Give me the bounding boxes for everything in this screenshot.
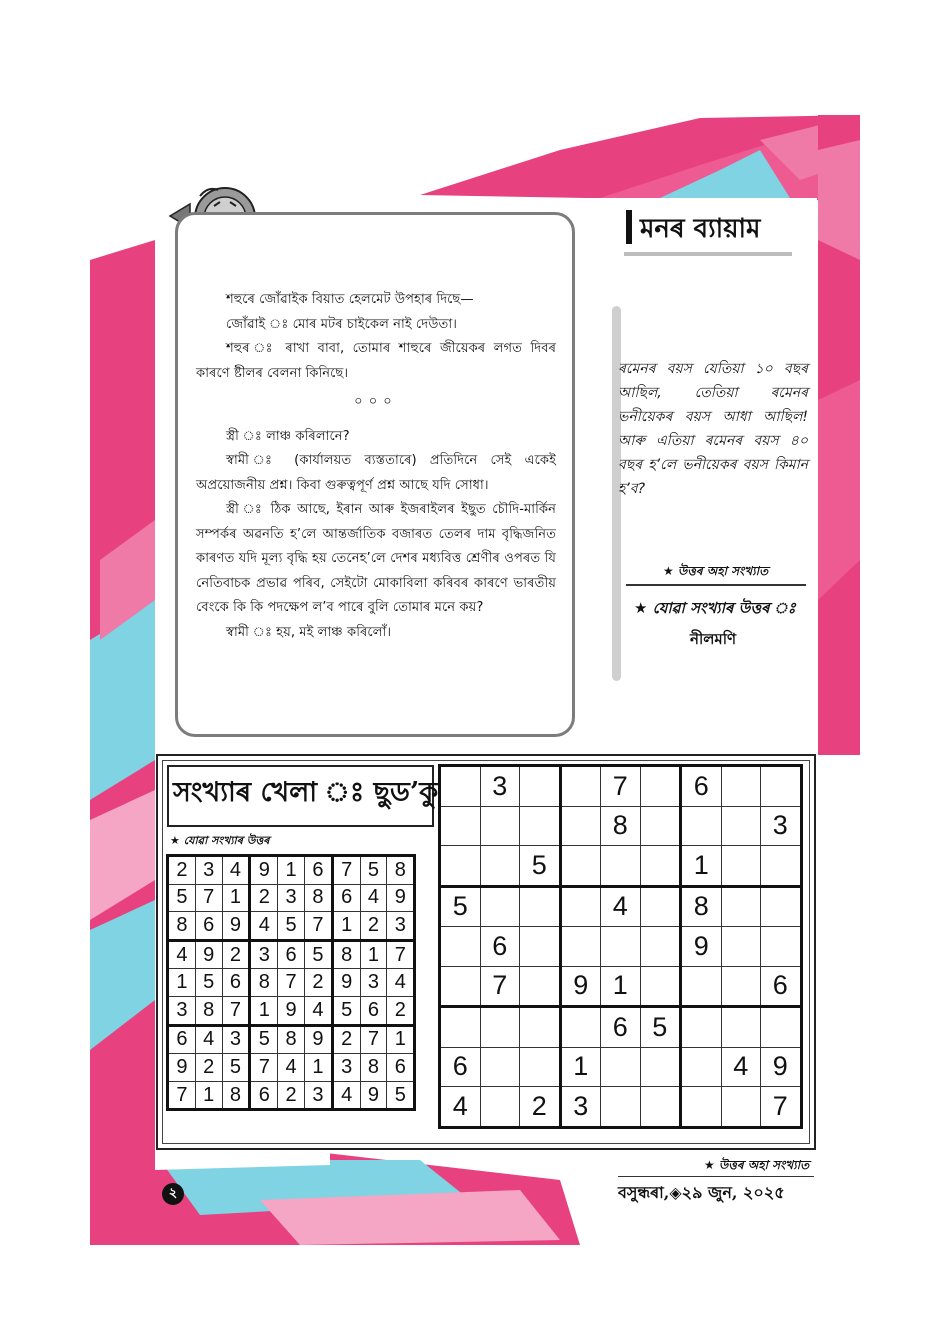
puzzle-cell bbox=[640, 846, 681, 887]
puzzle-cell bbox=[560, 846, 601, 887]
puzzle-cell bbox=[440, 1007, 481, 1048]
puzzle-cell bbox=[520, 927, 561, 967]
puzzle-cell bbox=[721, 1007, 761, 1048]
solution-cell: 5 bbox=[250, 1025, 278, 1054]
puzzle-cell: 8 bbox=[601, 806, 641, 846]
puzzle-question: ৰমেনৰ বয়স যেতিয়া ১০ বছৰ আছিল, তেতিয়া ৰমেনৰ ভনীয়েকৰ বয়স আধা আছিল! আৰু এতিয়া ৰমেনৰ বয়স ৪০ বছৰ হ’লে ভনীয়েকৰ বয়স কিমান হ’ব? bbox=[618, 361, 808, 497]
solution-cell: 7 bbox=[332, 856, 360, 885]
solution-cell: 8 bbox=[168, 912, 196, 941]
joke-line: জোঁৱাই ঃ মোৰ মটৰ চাইকেল নাই দেউতা। bbox=[226, 316, 457, 332]
puzzle-cell bbox=[480, 1087, 520, 1128]
puzzle-cell: 9 bbox=[681, 927, 722, 967]
puzzle-cell: 8 bbox=[681, 886, 722, 927]
puzzle-cell bbox=[640, 806, 681, 846]
solution-cell: 4 bbox=[387, 969, 415, 997]
grid-row bbox=[440, 927, 802, 967]
grid-row bbox=[440, 806, 802, 846]
solution-cell: 9 bbox=[304, 1025, 332, 1054]
solution-cell: 7 bbox=[168, 1081, 196, 1110]
puzzle-cell: 1 bbox=[601, 966, 641, 1007]
footer-answer-hint: ★ উত্তৰ অহা সংখ্যাত bbox=[704, 1158, 810, 1172]
puzzle-cell bbox=[640, 927, 681, 967]
solution-cell: 1 bbox=[168, 969, 196, 997]
solution-cell: 4 bbox=[304, 996, 332, 1025]
puzzle-cell bbox=[440, 806, 481, 846]
solution-cell: 3 bbox=[387, 912, 415, 941]
solution-cell: 6 bbox=[387, 1054, 415, 1082]
grid-row bbox=[168, 856, 415, 885]
puzzle-cell bbox=[721, 927, 761, 967]
solution-cell: 7 bbox=[222, 996, 250, 1025]
solution-cell: 9 bbox=[332, 969, 360, 997]
puzzle-cell bbox=[560, 766, 601, 807]
puzzle-cell bbox=[601, 1047, 641, 1087]
puzzle-cell bbox=[761, 1007, 802, 1048]
solution-cell: 1 bbox=[222, 884, 250, 912]
title-underline bbox=[624, 252, 792, 256]
puzzle-cell: 6 bbox=[601, 1007, 641, 1048]
solution-cell: 5 bbox=[304, 940, 332, 969]
puzzle-cell bbox=[480, 806, 520, 846]
solution-cell: 7 bbox=[387, 940, 415, 969]
puzzle-cell bbox=[601, 846, 641, 887]
solution-cell: 6 bbox=[360, 996, 387, 1025]
puzzle-cell: 3 bbox=[480, 766, 520, 807]
puzzle-cell bbox=[761, 846, 802, 887]
previous-answer-label: ★ যোৱা সংখ্যাৰ উত্তৰ ঃ bbox=[634, 599, 796, 617]
solution-cell: 3 bbox=[332, 1054, 360, 1082]
puzzle-cell bbox=[520, 806, 561, 846]
puzzle-cell bbox=[520, 886, 561, 927]
puzzle-cell bbox=[721, 806, 761, 846]
puzzle-cell: 7 bbox=[761, 1087, 802, 1128]
solution-cell: 1 bbox=[332, 912, 360, 941]
puzzle-cell: 7 bbox=[601, 766, 641, 807]
grid-row bbox=[168, 996, 415, 1025]
joke-line: স্ত্ৰী ঃ লাঞ্চ কৰিলানে? bbox=[226, 428, 350, 444]
puzzle-cell bbox=[560, 927, 601, 967]
divider bbox=[626, 584, 806, 586]
puzzle-cell bbox=[761, 766, 802, 807]
solution-cell: 5 bbox=[332, 996, 360, 1025]
puzzle-cell bbox=[681, 1087, 722, 1128]
solution-cell: 9 bbox=[387, 884, 415, 912]
solution-cell: 2 bbox=[222, 940, 250, 969]
sudoku-title: সংখ্যাৰ খেলা ঃ ছুড’কু bbox=[173, 777, 439, 808]
solution-cell: 8 bbox=[360, 1054, 387, 1082]
solution-cell: 2 bbox=[278, 1081, 305, 1110]
solution-cell: 9 bbox=[360, 1081, 387, 1110]
solution-cell: 7 bbox=[250, 1054, 278, 1082]
puzzle-cell: 7 bbox=[480, 966, 520, 1007]
grid-row bbox=[440, 1007, 802, 1048]
puzzle-cell bbox=[480, 1047, 520, 1087]
solution-cell: 8 bbox=[304, 884, 332, 912]
grid-row bbox=[440, 1087, 802, 1128]
puzzle-cell bbox=[440, 966, 481, 1007]
puzzle-cell bbox=[681, 1007, 722, 1048]
puzzle-cell bbox=[761, 927, 802, 967]
puzzle-cell bbox=[520, 1047, 561, 1087]
puzzle-grid bbox=[438, 764, 803, 1129]
grid-row bbox=[440, 1047, 802, 1087]
puzzle-cell bbox=[640, 966, 681, 1007]
puzzle-cell: 9 bbox=[560, 966, 601, 1007]
puzzle-cell bbox=[480, 1007, 520, 1048]
puzzle-cell: 4 bbox=[601, 886, 641, 927]
puzzle-cell bbox=[640, 766, 681, 807]
solution-cell: 5 bbox=[195, 969, 222, 997]
puzzle-cell: 6 bbox=[761, 966, 802, 1007]
puzzle-cell: 9 bbox=[761, 1047, 802, 1087]
solution-cell: 4 bbox=[168, 940, 196, 969]
solution-cell: 4 bbox=[250, 912, 278, 941]
puzzle-cell: 4 bbox=[721, 1047, 761, 1087]
puzzle-cell bbox=[721, 966, 761, 1007]
puzzle-answer-hint: ★ উত্তৰ অহা সংখ্যাত bbox=[663, 564, 769, 578]
solution-cell: 7 bbox=[360, 1025, 387, 1054]
puzzle-cell: 6 bbox=[681, 766, 722, 807]
puzzle-cell: 3 bbox=[560, 1087, 601, 1128]
solution-cell: 4 bbox=[278, 1054, 305, 1082]
solution-cell: 6 bbox=[222, 969, 250, 997]
solution-cell: 3 bbox=[195, 856, 222, 885]
grid-row bbox=[168, 912, 415, 941]
solution-cell: 9 bbox=[250, 856, 278, 885]
solution-cell: 5 bbox=[168, 884, 196, 912]
grid-row bbox=[168, 1081, 415, 1110]
grid-row bbox=[168, 884, 415, 912]
puzzle-cell: 2 bbox=[520, 1087, 561, 1128]
solution-cell: 7 bbox=[304, 912, 332, 941]
puzzle-cell bbox=[480, 846, 520, 887]
solution-cell: 2 bbox=[168, 856, 196, 885]
puzzle-cell bbox=[440, 846, 481, 887]
solution-cell: 8 bbox=[278, 1025, 305, 1054]
solution-cell: 1 bbox=[304, 1054, 332, 1082]
page-title: মনৰ ব্যায়াম bbox=[640, 214, 761, 244]
puzzle-cell bbox=[640, 886, 681, 927]
solution-cell: 7 bbox=[195, 884, 222, 912]
grid-row bbox=[440, 966, 802, 1007]
solution-cell: 5 bbox=[278, 912, 305, 941]
solution-cell: 3 bbox=[360, 969, 387, 997]
puzzle-cell bbox=[681, 806, 722, 846]
solution-cell: 9 bbox=[222, 912, 250, 941]
solution-cell: 5 bbox=[387, 1081, 415, 1110]
solution-cell: 8 bbox=[222, 1081, 250, 1110]
solution-cell: 4 bbox=[222, 856, 250, 885]
solution-cell: 1 bbox=[387, 1025, 415, 1054]
grid-row bbox=[168, 969, 415, 997]
solution-cell: 3 bbox=[222, 1025, 250, 1054]
puzzle-cell: 5 bbox=[440, 886, 481, 927]
puzzle-cell bbox=[520, 966, 561, 1007]
joke-line: শহুৰ ঃ ৰাখা বাবা, তোমাৰ শাহুৰে জীয়েকৰ লগত দিবৰ কাৰণে ষ্টীলৰ বেলনা কিনিছে। bbox=[196, 341, 556, 381]
solution-cell: 1 bbox=[195, 1081, 222, 1110]
puzzle-cell: 3 bbox=[761, 806, 802, 846]
solution-cell: 5 bbox=[360, 856, 387, 885]
puzzle-cell bbox=[601, 927, 641, 967]
grid-row bbox=[168, 940, 415, 969]
solution-cell: 6 bbox=[278, 940, 305, 969]
solution-cell: 4 bbox=[360, 884, 387, 912]
grid-row bbox=[440, 886, 802, 927]
solution-cell: 8 bbox=[195, 996, 222, 1025]
puzzle-cell bbox=[480, 886, 520, 927]
solution-cell: 6 bbox=[168, 1025, 196, 1054]
puzzle-cell bbox=[560, 886, 601, 927]
solution-cell: 9 bbox=[278, 996, 305, 1025]
joke-line: শহুৰে জোঁৱাইক বিয়াত হেলমেট উপহাৰ দিছে— bbox=[226, 292, 474, 307]
puzzle-cell: 4 bbox=[440, 1087, 481, 1128]
solution-cell: 2 bbox=[332, 1025, 360, 1054]
puzzle-cell: 1 bbox=[560, 1047, 601, 1087]
solution-cell: 4 bbox=[332, 1081, 360, 1110]
puzzle-cell bbox=[640, 1047, 681, 1087]
solution-cell: 8 bbox=[250, 969, 278, 997]
puzzle-cell: 6 bbox=[440, 1047, 481, 1087]
solution-cell: 8 bbox=[387, 856, 415, 885]
solver-name: নীলমণি bbox=[690, 630, 737, 648]
puzzle-cell bbox=[681, 966, 722, 1007]
jokes-text bbox=[196, 288, 556, 645]
puzzle-cell bbox=[640, 1087, 681, 1128]
puzzle-cell bbox=[601, 1087, 641, 1128]
puzzle-cell bbox=[520, 766, 561, 807]
solution-cell: 6 bbox=[195, 912, 222, 941]
title-bar-mark bbox=[626, 210, 632, 244]
solution-cell: 5 bbox=[222, 1054, 250, 1082]
solution-cell: 9 bbox=[195, 940, 222, 969]
joke-line: স্বামী ঃ হয়, মই লাঞ্চ কৰিলোঁ। bbox=[226, 624, 392, 640]
solution-cell: 1 bbox=[250, 996, 278, 1025]
footer-publication: বসুন্ধৰা,◈২৯ জুন, ২০২৫ bbox=[618, 1183, 785, 1202]
solution-cell: 2 bbox=[360, 912, 387, 941]
puzzle-cell bbox=[560, 806, 601, 846]
puzzle-cell: 6 bbox=[480, 927, 520, 967]
solution-cell: 3 bbox=[168, 996, 196, 1025]
puzzle-cell bbox=[721, 846, 761, 887]
grid-row bbox=[440, 846, 802, 887]
solution-cell: 1 bbox=[278, 856, 305, 885]
puzzle-cell bbox=[721, 1087, 761, 1128]
solution-cell: 2 bbox=[304, 969, 332, 997]
puzzle-cell bbox=[520, 1007, 561, 1048]
grid-row bbox=[168, 1025, 415, 1054]
solution-label: ★ যোৱা সংখ্যাৰ উত্তৰ bbox=[170, 834, 270, 847]
joke-line: স্ত্ৰী ঃ ঠিক আছে, ইৰান আৰু ইজৰাইলৰ ইছুত চৌদি-মাৰ্কিন সম্পৰ্কৰ অৱনতি হ’লে আন্তৰ্জাতিক বজাৰত তেলৰ দাম বৃদ্ধিজনিত কাৰণত যদি মূল্য বৃদ্ধি হয় তেনেহ’লে দেশৰ মধ্যবিত্ত শ্ৰেণীৰ ওপৰত যি নেতিবাচক প্ৰভাৱ পৰিব, সেইটো মোকাবিলা কৰিবৰ কাৰণে ভাৰতীয় বেংকে কি কি পদক্ষেপ ল’ব পাৰে বুলি তোমাৰ মনে কয়? bbox=[196, 502, 556, 615]
solution-cell: 2 bbox=[195, 1054, 222, 1082]
solution-cell: 7 bbox=[278, 969, 305, 997]
page-number: ২ bbox=[162, 1183, 184, 1205]
footer-divider bbox=[618, 1176, 814, 1177]
solution-cell: 6 bbox=[304, 856, 332, 885]
puzzle-cell bbox=[440, 927, 481, 967]
solution-cell: 6 bbox=[250, 1081, 278, 1110]
solution-cell: 6 bbox=[332, 884, 360, 912]
solution-cell: 1 bbox=[360, 940, 387, 969]
puzzle-cell: 1 bbox=[681, 846, 722, 887]
puzzle-cell: 5 bbox=[520, 846, 561, 887]
joke-line: স্বামী ঃ (কাৰ্যালয়ত ব্যস্ততাৰে) প্ৰতিদিনে সেই একেই অপ্ৰয়োজনীয় প্ৰশ্ন। কিবা গুৰুত্বপূৰ্ণ প্ৰশ্ন আছে যদি সোধা। bbox=[196, 453, 556, 493]
puzzle-cell: 5 bbox=[640, 1007, 681, 1048]
puzzle-cell bbox=[440, 766, 481, 807]
puzzle-cell bbox=[681, 1047, 722, 1087]
solution-cell: 8 bbox=[332, 940, 360, 969]
solution-cell: 4 bbox=[195, 1025, 222, 1054]
puzzle-cell bbox=[721, 766, 761, 807]
puzzle-cell bbox=[721, 886, 761, 927]
grid-row bbox=[440, 766, 802, 807]
puzzle-cell bbox=[761, 886, 802, 927]
solution-cell: 3 bbox=[304, 1081, 332, 1110]
solution-cell: 3 bbox=[250, 940, 278, 969]
solution-cell: 2 bbox=[387, 996, 415, 1025]
joke-separator: ০০০ bbox=[354, 394, 398, 409]
solution-cell: 2 bbox=[250, 884, 278, 912]
puzzle-cell bbox=[560, 1007, 601, 1048]
solution-cell: 9 bbox=[168, 1054, 196, 1082]
solution-cell: 3 bbox=[278, 884, 305, 912]
grid-row bbox=[168, 1054, 415, 1082]
solution-grid bbox=[166, 854, 416, 1111]
